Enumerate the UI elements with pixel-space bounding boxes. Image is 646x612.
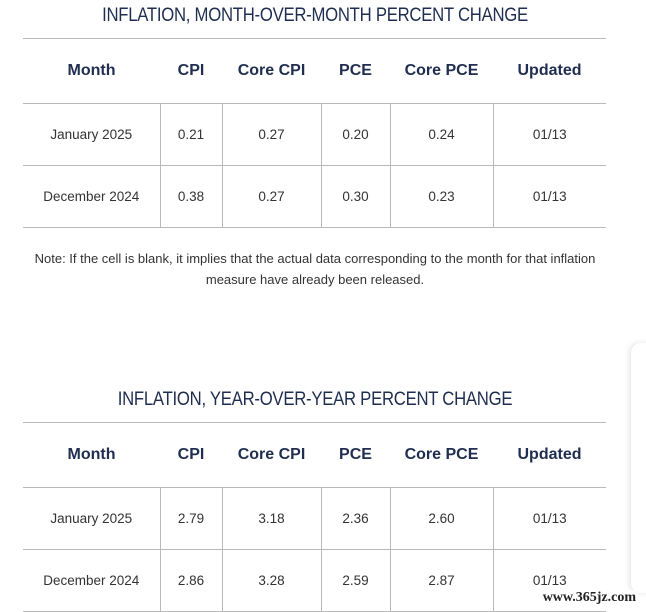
mom-header-pce: PCE (339, 62, 372, 79)
core-cpi-cell: 0.27 (222, 104, 321, 166)
yoy-header-core-pce: Core PCE (404, 446, 479, 463)
yoy-header-month: Month (67, 446, 116, 463)
cpi-cell: 0.38 (160, 166, 222, 228)
mom-header-month: Month (67, 62, 116, 79)
month-cell: December 2024 (43, 573, 140, 588)
cpi-cell: 2.86 (160, 550, 222, 612)
core-pce-cell: 0.23 (390, 166, 493, 228)
month-cell: January 2025 (50, 511, 133, 526)
mom-section-title: INFLATION, MONTH-OVER-MONTH PERCENT CHANGE (102, 5, 528, 26)
updated-cell: 01/13 (493, 550, 606, 612)
pce-cell: 0.30 (321, 166, 390, 228)
cpi-cell: 0.21 (160, 104, 222, 166)
site-watermark: www.365jz.com (542, 590, 636, 605)
month-cell: December 2024 (43, 189, 140, 204)
mom-header-core-cpi: Core CPI (237, 62, 306, 79)
yoy-section-title: INFLATION, YEAR-OVER-YEAR PERCENT CHANGE (117, 389, 513, 410)
mom-header-updated: Updated (517, 62, 582, 79)
core-cpi-cell: 3.18 (222, 488, 321, 550)
pce-cell: 2.59 (321, 550, 390, 612)
mom-table (23, 38, 606, 228)
core-cpi-cell: 3.28 (222, 550, 321, 612)
core-cpi-cell: 0.27 (222, 166, 321, 228)
core-pce-cell: 0.24 (390, 104, 493, 166)
updated-cell: 01/13 (493, 166, 606, 228)
yoy-header-pce: PCE (339, 446, 372, 463)
table-row (23, 104, 606, 166)
month-cell: January 2025 (50, 127, 133, 142)
core-pce-cell: 2.87 (390, 550, 493, 612)
cpi-cell: 2.79 (160, 488, 222, 550)
updated-cell: 01/13 (493, 488, 606, 550)
yoy-header-cpi: CPI (177, 446, 205, 463)
pce-cell: 0.20 (321, 104, 390, 166)
blank-cell-note: Note: If the cell is blank, it implies that the actual data corresponding to the month for that inflation measure have already been released. (34, 251, 596, 287)
yoy-header-row (23, 423, 606, 488)
mom-header-row (23, 39, 606, 104)
mom-header-cpi: CPI (177, 62, 205, 79)
table-row (23, 166, 606, 228)
core-pce-cell: 2.60 (390, 488, 493, 550)
mom-header-core-pce: Core PCE (404, 62, 479, 79)
updated-cell: 01/13 (493, 104, 606, 166)
pce-cell: 2.36 (321, 488, 390, 550)
side-panel-edge (631, 343, 646, 593)
yoy-table (23, 422, 606, 612)
table-row (23, 488, 606, 550)
yoy-header-updated: Updated (517, 446, 582, 463)
yoy-header-core-cpi: Core CPI (237, 446, 306, 463)
table-row (23, 550, 606, 612)
